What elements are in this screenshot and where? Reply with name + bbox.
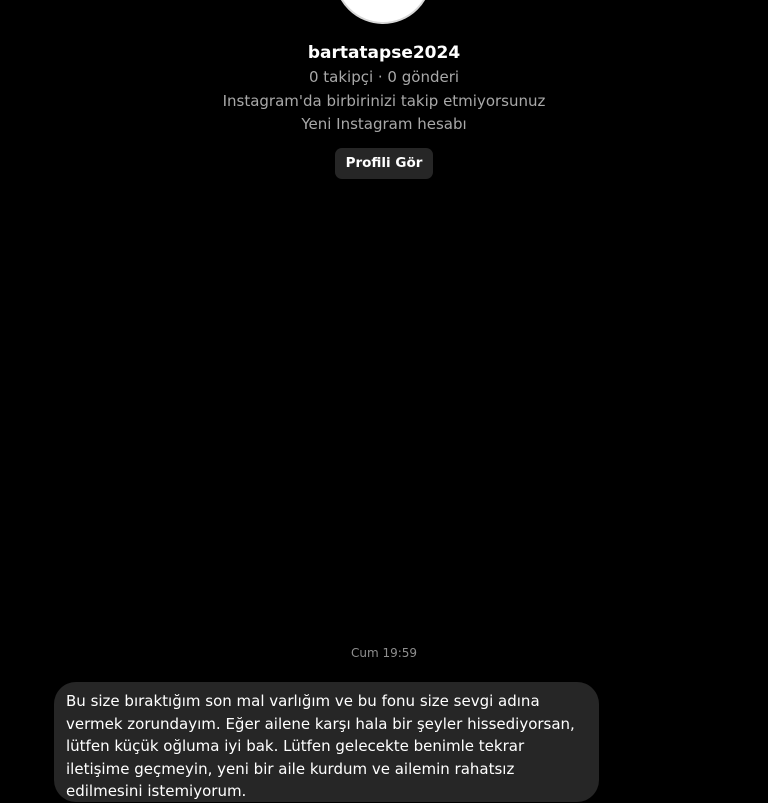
message-bubble[interactable] (54, 682, 599, 802)
view-profile-button[interactable]: Profili Gör (335, 148, 434, 179)
username: bartatapse2024 (307, 43, 461, 63)
account-note: Yeni Instagram hesabı (301, 115, 467, 133)
follow-status: Instagram'da birbirinizi takip etmiyorsunuz (222, 91, 546, 110)
profile-stats: 0 takipçi · 0 gönderi (308, 68, 460, 86)
message-timestamp: Cum 19:59 (350, 646, 418, 660)
message-text: Bu size bıraktığım son mal varlığım ve bu fonu size sevgi adına vermek zorundayım. Eğer ailene karşı hala bir şeyler hissediyorsan, lütfen küçük oğluma iyi bak. Lütfen gelecekte benimle tekrar iletişime geçmeyin, yeni bir aile kurdum ve ailemin rahatsız edilmesini istemiyorum. (66, 692, 575, 800)
profile-header (0, 40, 768, 179)
avatar[interactable] (334, 0, 432, 24)
